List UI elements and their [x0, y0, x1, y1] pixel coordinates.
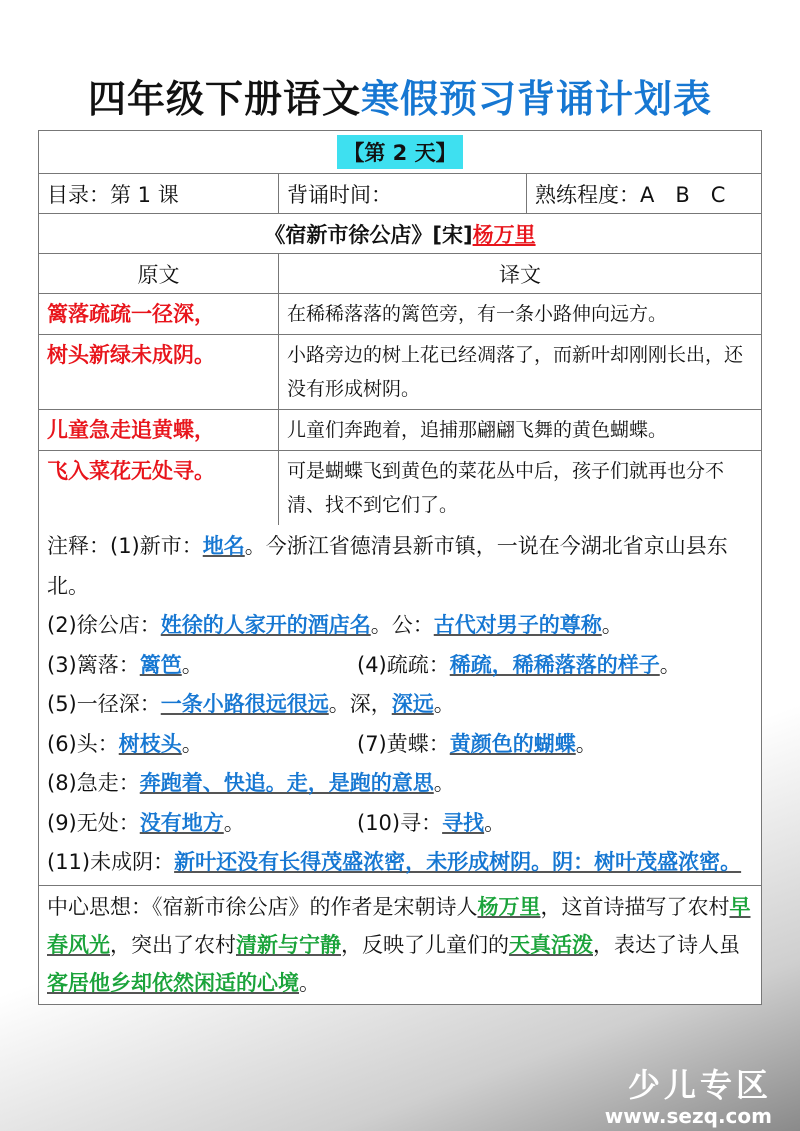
note-line	[47, 804, 753, 844]
highlight-text: 客居他乡却依然闲适的心境	[47, 970, 299, 995]
notes-section	[39, 525, 761, 885]
plain-text: 。公：	[370, 613, 434, 637]
highlight-text: 天真活泼	[509, 932, 593, 957]
plain-text: 。	[299, 970, 320, 995]
original-line: 树头新绿未成阴。	[39, 335, 279, 409]
summary-section	[39, 886, 761, 1004]
info-row	[39, 174, 761, 214]
note-line	[47, 527, 753, 606]
page-title	[0, 68, 800, 123]
note-line	[47, 764, 753, 804]
plain-text: (5)一径深：	[47, 692, 161, 716]
highlight-text: 早春风光	[47, 894, 751, 957]
highlight-text: 稀疏，稀稀落落的样子	[449, 652, 660, 677]
poem-name: 《宿新市徐公店》[宋]	[264, 222, 473, 247]
highlight-text: 清新与宁静	[236, 932, 341, 957]
highlight-text: 杨万里	[477, 894, 541, 919]
note-item	[47, 725, 357, 765]
plain-text: 。今浙江省德清县新市镇，一说在今湖北省京山县东北。	[47, 534, 728, 598]
highlight-text: 篱笆	[139, 652, 182, 677]
watermark-url: www.sezq.com	[604, 1104, 772, 1128]
highlight-text: 奔跑着、快追。走，是跑的意思	[139, 771, 434, 795]
original-line: 篱落疏疏一径深，	[39, 294, 279, 334]
catalog-cell: 目录：第 1 课	[39, 174, 279, 213]
poem-line-row	[39, 335, 761, 410]
plain-text: (10)寻：	[357, 810, 443, 835]
plain-text: (7)黄蝶：	[357, 731, 450, 756]
plain-text: 。	[433, 692, 455, 716]
watermark-name: 少儿专区	[627, 1066, 772, 1104]
translation-line: 在稀稀落落的篱笆旁，有一条小路伸向远方。	[287, 303, 668, 325]
proficiency-cell: 熟练程度：A B C	[535, 182, 726, 207]
plain-text: ，突出了农村	[110, 932, 236, 957]
plain-text: 。	[223, 810, 245, 835]
note-line	[47, 646, 753, 686]
translation-line: 可是蝴蝶飞到黄色的菜花丛中后，孩子们就再也分不清、找不到它们了。	[287, 460, 725, 516]
translation-line: 儿童们奔跑着，追捕那翩翩飞舞的黄色蝴蝶。	[287, 419, 668, 441]
highlight-text: 寻找	[442, 810, 485, 835]
plain-text: 。	[484, 810, 506, 835]
poem-line-row	[39, 294, 761, 335]
poem-title	[39, 214, 761, 253]
day-label: 【第 2 天】	[337, 135, 462, 169]
header-translation: 译文	[499, 262, 541, 287]
plain-text: ，这首诗描写了农村	[540, 894, 730, 919]
poem-lines	[39, 294, 761, 525]
title-part-2: 寒假预习背诵计划表	[361, 77, 713, 121]
plain-text: 。深，	[328, 692, 392, 716]
highlight-text: 深远	[391, 692, 434, 716]
plain-text: 。	[601, 613, 623, 637]
original-line: 飞入菜花无处寻。	[39, 451, 279, 525]
plain-text: (6)头：	[47, 731, 119, 756]
plain-text: (4)疏疏：	[357, 652, 450, 677]
plain-text: (3)篱落：	[47, 652, 140, 677]
plain-text: 。	[433, 771, 455, 795]
poem-author: 杨万里	[472, 222, 536, 247]
plain-text: 。	[181, 731, 203, 756]
plain-text: 。	[181, 652, 203, 677]
recite-time-cell: 背诵时间：	[279, 174, 527, 213]
note-item	[357, 725, 753, 765]
plain-text: (9)无处：	[47, 810, 140, 835]
note-item	[47, 646, 357, 686]
highlight-text: 没有地方	[139, 810, 224, 835]
highlight-text: 黄颜色的蝴蝶	[449, 731, 576, 756]
plain-text: (8)急走：	[47, 771, 140, 795]
note-line	[47, 606, 753, 646]
note-item	[357, 646, 753, 686]
day-header	[39, 131, 761, 173]
plain-text: 注释：(1)新市：	[47, 534, 203, 558]
plain-text: (2)徐公店：	[47, 613, 161, 637]
plain-text: 。	[659, 652, 681, 677]
watermark	[605, 1068, 772, 1128]
highlight-text: 一条小路很远很远	[160, 692, 329, 716]
plain-text: 中心思想：《宿新市徐公店》的作者是宋朝诗人	[47, 894, 478, 919]
original-line: 儿童急走追黄蝶，	[39, 410, 279, 450]
highlight-text: 姓徐的人家开的酒店名	[160, 613, 371, 637]
highlight-text: 新叶还没有长得茂盛浓密，未形成树阴。阴：树叶茂盛浓密。	[174, 850, 742, 874]
note-item	[357, 804, 753, 844]
plain-text: 。	[575, 731, 597, 756]
highlight-text: 古代对男子的尊称	[433, 613, 602, 637]
poem-line-row	[39, 451, 761, 525]
header-original: 原文	[39, 254, 279, 293]
poem-line-row	[39, 410, 761, 451]
translation-line: 小路旁边的树上花已经凋落了，而新叶却刚刚长出，还没有形成树阴。	[287, 344, 744, 400]
plain-text: (11)未成阴：	[47, 850, 175, 874]
note-item	[47, 804, 357, 844]
highlight-text: 地名	[202, 534, 245, 558]
note-line	[47, 843, 753, 883]
note-line	[47, 725, 753, 765]
plan-table	[38, 130, 762, 1005]
note-line	[47, 685, 753, 725]
plain-text: ，表达了诗人虽	[593, 932, 740, 957]
title-part-1: 四年级下册语文	[87, 77, 361, 121]
highlight-text: 树枝头	[118, 731, 182, 756]
plain-text: ，反映了儿童们的	[341, 932, 509, 957]
